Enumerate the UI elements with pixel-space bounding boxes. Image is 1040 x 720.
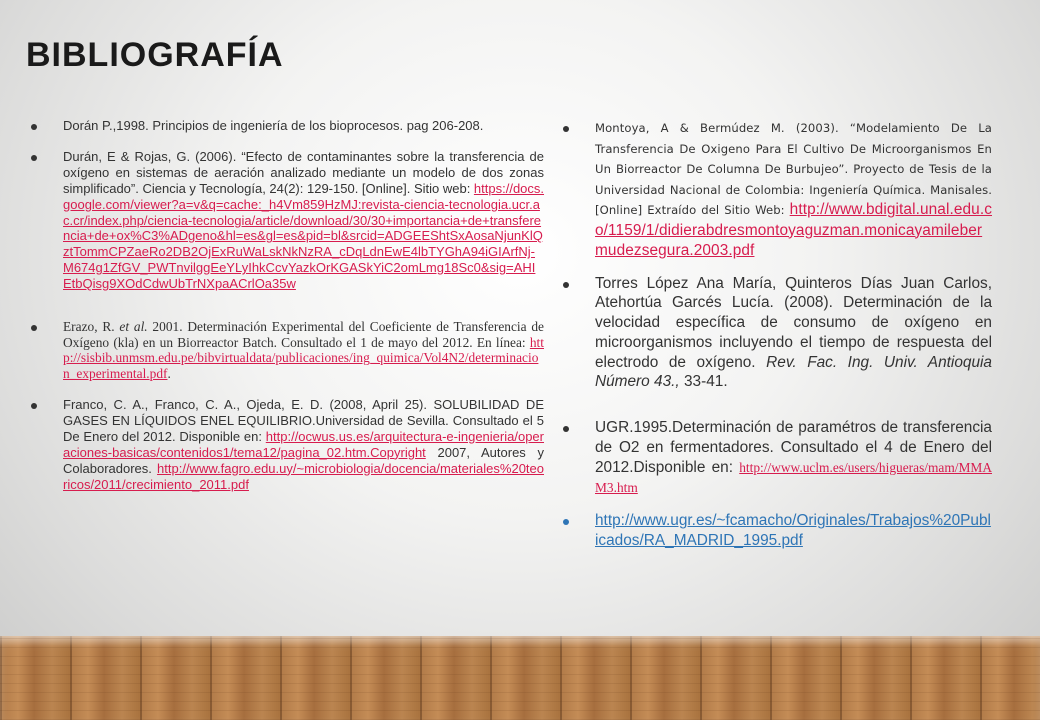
- reference-franco: [26, 397, 544, 492]
- reference-link[interactable]: http://sisbib.unmsm.edu.pe/bibvirtualdata/publicaciones/ing_quimica/Vol4N2/determinacion_experimental.pdf: [63, 334, 544, 381]
- reference-montoya: [558, 118, 992, 262]
- reference-ugr-pdf: [558, 511, 992, 551]
- reference-after: 2007, Autores y Colaboradores.: [63, 444, 544, 476]
- bullet-icon: [563, 126, 569, 132]
- reference-duran: [26, 149, 544, 292]
- right-column: [558, 118, 992, 551]
- reference-etal: et al.: [119, 319, 148, 335]
- reference-torres: [558, 274, 992, 393]
- reference-link[interactable]: http://www.bdigital.unal.edu.co/1159/1/didierabdresmontoyaguzman.monicayamilebermudezsegura.2003.pdf: [595, 201, 992, 259]
- reference-text: (2008). Determinación de la velocidad específica de consumo de oxígeno en microorganismos incluyendo el tiempo de respuesta del electrodo de oxígeno.: [595, 294, 993, 371]
- bullet-icon: [31, 155, 37, 161]
- reference-text: Durán, E & Rojas, G. (2006). “Efecto de contaminantes sobre la transferencia de oxígeno en sistemas de aeración analizado mediante un modelo de dos zonas simplificado”. Ciencia y Tecnología, 24(2): 129-150. [Online]. Sitio web:: [63, 148, 544, 196]
- reference-erazo: [26, 319, 544, 381]
- bullet-icon: [563, 519, 569, 525]
- bullet-icon: [563, 426, 569, 432]
- wood-floor: [0, 636, 1040, 720]
- reference-text: Franco, C. A., Franco, C. A., Ojeda, E. D. (2008, April 25). SOLUBILIDAD DE GASES EN LÍQUIDOS ENEL EQUILIBRIO.Universidad de Sevilla. Consultado el 5 De Enero del 2012. Disponible en:: [63, 397, 544, 444]
- reference-pages: 33-41.: [679, 373, 728, 391]
- reference-authors: Torres López Ana María, Quinteros Días Juan Carlos, Atehortúa Garcés Lucía.: [595, 274, 992, 312]
- reference-text: UGR.1995.Determinación de paramétros de transferencia de O2 en fermentadores. Consultado el 4 de Enero del 2012.Disponible en:: [595, 419, 992, 476]
- reference-link[interactable]: https://docs.google.com/viewer?a=v&q=cache:_h4Vm859HzMJ:revista-ciencia-tecnologia.ucr.ac.cr/index.php/ciencia-tecnologia/article/download/30/30+importancia+de+transferencia+de+ox%C3%ADgeno&hl=es&gl=es&pid=bl&srcid=ADGEEShtSxAosaNjunKlQztTommCPZaeRo2DB2OjExRuWaLskNkNzRA_cDqLdnEwE4lbTYGhA94iGIArfNj-M674g1ZfGV_PWTnvilggEeYLyIhkCcvYazkOrKGASkYiC2omLmg18Sc0&sig=AHIEtbQisg9XOdCdwUbTrNXpaACrlOa35w: [63, 180, 545, 292]
- reference-link-2[interactable]: http://www.fagro.edu.uy/~microbiologia/docencia/materiales%20teoricos/2011/crecimiento_2011.pdf: [63, 460, 544, 492]
- bullet-icon: [31, 124, 37, 130]
- reference-ugr: [558, 418, 992, 497]
- reference-after: .: [167, 365, 171, 381]
- reference-text: Dorán P.,1998. Principios de ingeniería de los bioprocesos. pag 206-208.: [63, 118, 484, 133]
- reference-link[interactable]: http://www.ugr.es/~fcamacho/Originales/Trabajos%20Publicados/RA_MADRID_1995.pdf: [595, 512, 991, 550]
- reference-doran: [26, 118, 544, 134]
- reference-text: 2001. Determinación Experimental del Coeficiente de Transferencia de Oxígeno (kla) en un Biorreactor Batch. Consultado el 1 de mayo del 2012. En línea:: [63, 319, 544, 350]
- reference-text: Montoya, A & Bermúdez M. (2003). “Modelamiento De La Transferencia De Oxigeno Para El Cultivo De Microorganismos En Un Biorreactor De Columna De Burbujeo”. Proyecto de Tesis de la Universidad Nacional de Colombia: Ingeniería Química. Manisales. [Online] Extraído del Sitio Web:: [595, 121, 992, 217]
- bibliography-list-left: [26, 118, 544, 493]
- reference-author: Erazo, R.: [63, 319, 120, 335]
- reference-link[interactable]: http://ocwus.us.es/arquitectura-e-ingenieria/operaciones-basicas/contenidos1/tema12/pagina_02.htm.Copyright: [63, 428, 544, 460]
- bullet-icon: [31, 325, 37, 331]
- slide-title: BIBLIOGRAFÍA: [26, 36, 284, 74]
- bullet-icon: [31, 403, 37, 409]
- bullet-icon: [563, 282, 569, 288]
- bibliography-list-right: [558, 118, 992, 551]
- reference-link[interactable]: http://www.uclm.es/users/higueras/mam/MMAM3.htm: [595, 459, 992, 495]
- reference-journal: Rev. Fac. Ing. Univ. Antioquia Número 43.,: [595, 353, 992, 391]
- left-column: [26, 118, 544, 493]
